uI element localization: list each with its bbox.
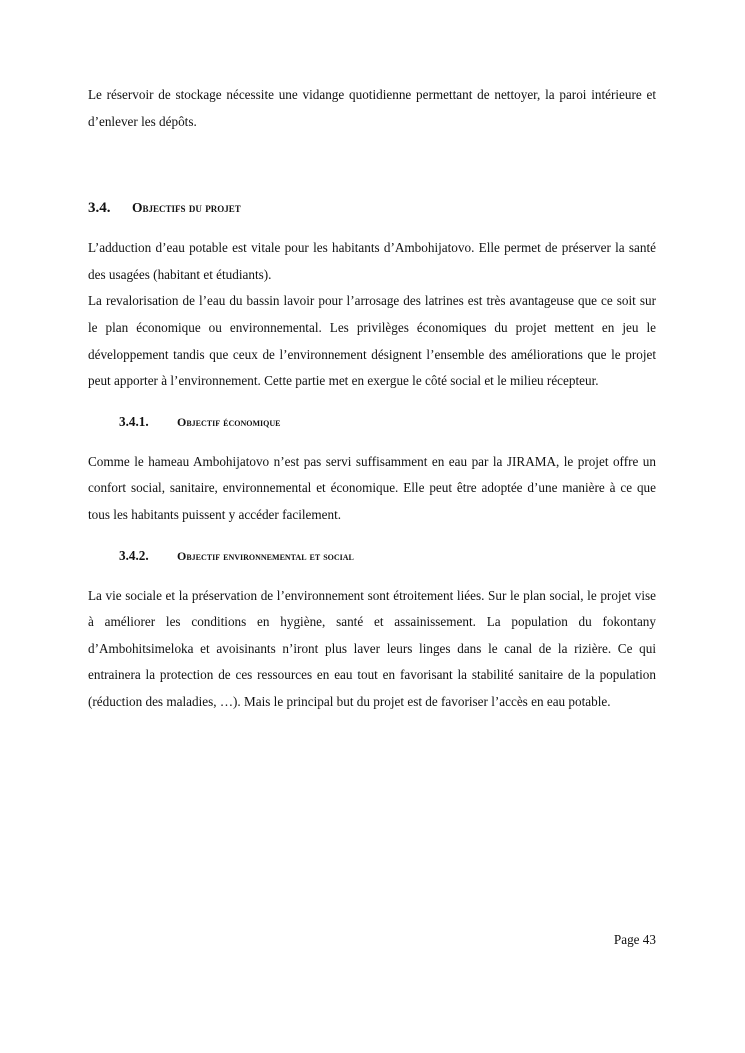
page-number: Page 43 xyxy=(613,932,656,947)
subsection-heading-economic xyxy=(119,409,656,435)
subsection-heading-environmental xyxy=(119,543,656,569)
section-number: 3.4. xyxy=(88,200,111,217)
section-heading xyxy=(88,195,656,221)
subsection-number: 3.4.2. xyxy=(119,547,149,563)
subsection-number: 3.4.1. xyxy=(119,413,149,429)
document-page xyxy=(88,82,656,716)
subsection-title: Objectif environnemental et social xyxy=(177,548,354,563)
subsection-title: Objectif économique xyxy=(177,414,281,429)
section-paragraph: L’adduction d’eau potable est vitale pour les habitants d’Ambohijatovo. Elle permet de préserver la santé des usagées (habitant et étudiants). xyxy=(88,240,656,282)
subsection-paragraph-economic: Comme le hameau Ambohijatovo n’est pas servi suffisamment en eau par la JIRAMA, le projet offre un confort social, sanitaire, environnemental et économique. Elle peut être adoptée d’une manière à ce que tous les habitants puissent y accéder facilement. xyxy=(88,453,656,522)
section-paragraph: La revalorisation de l’eau du bassin lavoir pour l’arrosage des latrines est très avantageuse que ce soit sur le plan économique ou environnemental. Les privilèges économiques du projet mettent en jeu le développement tandis que ceux de l’environnement désignent l’ensemble des améliorations que le projet peut apporter à l’environnement. Cette partie met en exergue le côté social et le milieu récepteur. xyxy=(88,293,656,389)
subsection-paragraph-environmental: La vie sociale et la préservation de l’environnement sont étroitement liées. Sur le plan social, le projet vise à améliorer les conditions en hygiène, santé et assainissement. La population du fokontany d’Ambohitsimeloka et avoisinants n’iront plus laver leurs linges dans le canal de la rizière. Ce qui entrainera la protection de ces ressources en eau tout en favorisant la stabilité sanitaire de la population (réduction des maladies, …). Mais le principal but du projet est de favoriser l’accès en eau potable. xyxy=(88,587,656,709)
intro-paragraph: Le réservoir de stockage nécessite une vidange quotidienne permettant de nettoyer, la paroi intérieure et d’enlever les dépôts. xyxy=(88,87,656,129)
section-title: Objectifs du projet xyxy=(132,200,241,216)
